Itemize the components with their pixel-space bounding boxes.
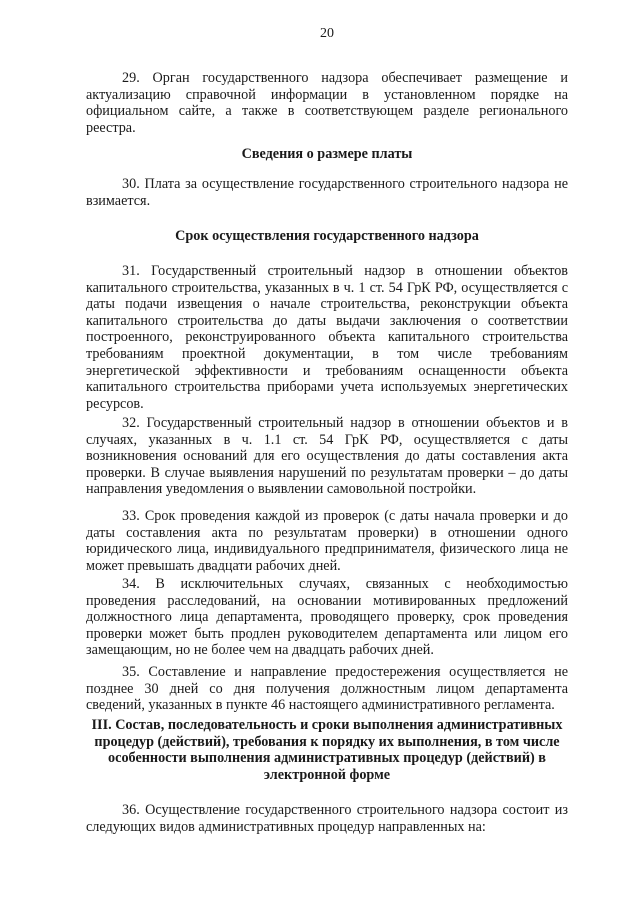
heading-term: Срок осуществления государственного надзора (175, 228, 479, 244)
paragraph-33-text: 33. Срок проведения каждой из проверок (с даты начала проверки и до даты составления акта по результатам проверки) в отношении одного юридического лица, индивидуального предпринимателя, физического лица не может превышать двадцати рабочих дней. (86, 508, 568, 574)
heading-section-3: III. Состав, последовательность и сроки выполнения административных процедур (действий), требования к порядку их выполнения, в том числе особенности выполнения административных процедур (действий) в электронной форме (91, 717, 563, 783)
paragraph-32 (86, 415, 568, 498)
paragraph-32-text: 32. Государственный строительный надзор в отношении объектов и в случаях, указанных в ч. 1.1 ст. 54 ГрК РФ, осуществляется с даты возникновения оснований для его осуществления до даты составления акта проверки. В случае выявления нарушений по результатам проверки – до даты направления уведомления о выявлении самовольной постройки. (86, 415, 568, 498)
page-number: 20 (320, 26, 334, 41)
paragraph-29 (86, 70, 568, 136)
paragraph-35 (86, 664, 568, 714)
paragraph-30-text: 30. Плата за осуществление государственного строительного надзора не взимается. (86, 176, 568, 209)
paragraph-30 (86, 176, 568, 209)
paragraph-36 (86, 802, 568, 835)
paragraph-33 (86, 508, 568, 574)
paragraph-31-text: 31. Государственный строительный надзор в отношении объектов капитального строительства, указанных в ч. 1 ст. 54 ГрК РФ, осуществляется с даты подачи извещения о начале строительства, реконструкции объекта капитального строительства до даты выдачи заключения о соответствии построенного, реконструированного объекта капитального строительства требованиям проектной документации, в том числе требованиям энергетической эффективности и требованиям оснащенности объекта капитального строительства приборами учета используемых энергетических ресурсов. (86, 263, 568, 412)
paragraph-35-text: 35. Составление и направление предостережения осуществляется не позднее 30 дней со дня получения должностным лицом департамента сведений, указанных в пункте 46 настоящего административного регламента. (86, 664, 568, 714)
paragraph-34-text: 34. В исключительных случаях, связанных с необходимостью проведения расследований, на основании мотивированных предложений должностного лица департамента, проводящего проверку, срок проведения проверки может быть продлен руководителем департамента или лицом его замещающим, но не более чем на двадцать рабочих дней. (86, 576, 568, 659)
paragraph-36-text: 36. Осуществление государственного строительного надзора состоит из следующих видов административных процедур направленных на: (86, 802, 568, 835)
paragraph-31 (86, 263, 568, 412)
paragraph-34 (86, 576, 568, 659)
heading-fee: Сведения о размере платы (241, 146, 413, 162)
paragraph-29-text: 29. Орган государственного надзора обеспечивает размещение и актуализацию справочной информации в установленном порядке на официальном сайте, а также в соответствующем разделе регионального реестра. (86, 70, 568, 136)
